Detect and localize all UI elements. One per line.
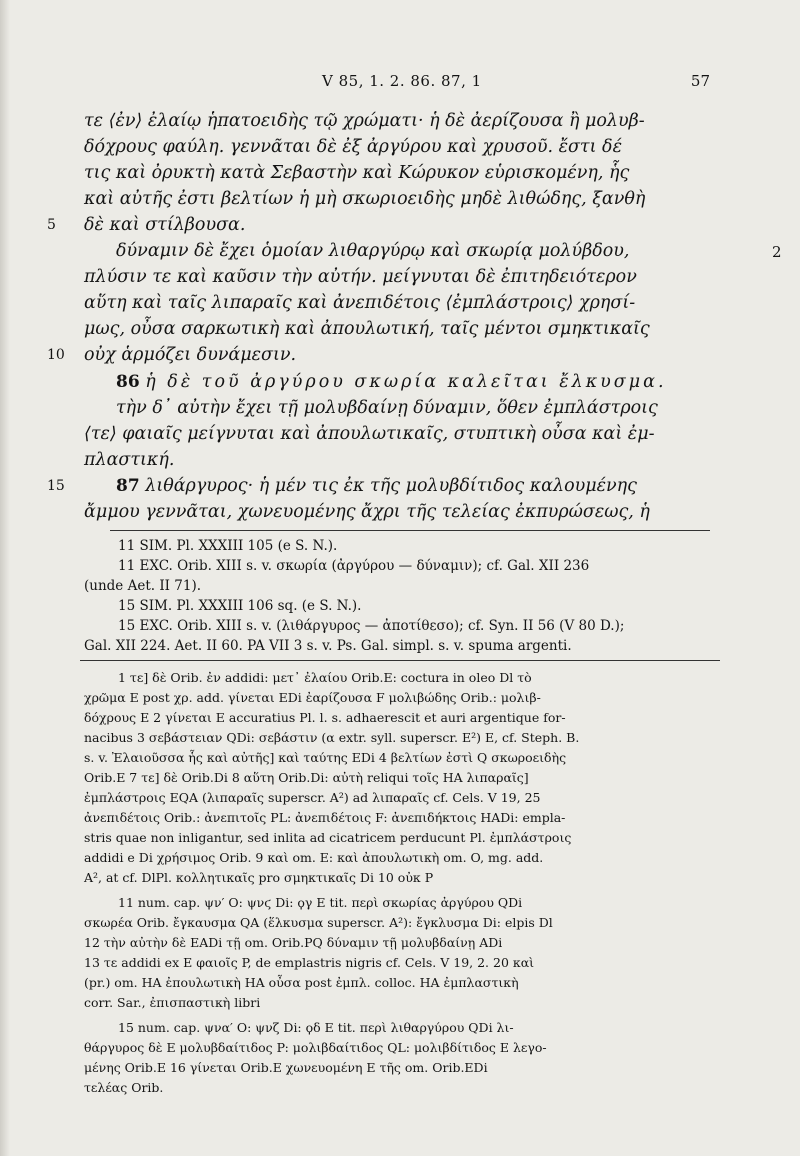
text-line: δύναμιν δὲ ἔχει ὁμοίαν λιθαργύρῳ καὶ σκωρίᾳ μολύβδου, [116,241,630,261]
apparatus-line: σκωρέα Orib. ἔγκαυσμα QA (ἕλκυσμα superscr. A²): ἔγκλυσμα Di: elpis Dl [84,915,553,930]
apparatus-line: ἐμπλάστροις EQA (λιπαραῖς superscr. A²) ad λιπαραῖς cf. Cels. V 19, 25 [84,790,541,805]
apparatus-line: 1 τε] δὲ Orib. ἐν addidi: μετ᾽ ἐλαίου Orib.E: coctura in oleo Dl τὸ [118,670,532,685]
apparatus-divider [80,660,720,661]
text-line: μως, οὖσα σαρκωτικὴ καὶ ἀπουλωτική, ταῖς μέντοι σμηκτικαῖς [84,319,650,339]
testimonia-line: 11 SIM. Pl. XXXIII 105 (e S. N.). [118,538,338,554]
apparatus-line: δόχρους E 2 γίνεται E accuratius Pl. l. s. adhaerescit et auri argentique for- [84,710,566,725]
text-line: αὕτη καὶ ταῖς λιπαραῖς καὶ ἀνεπιδέτοις ⟨ἐμπλάστροις⟩ χρησί- [84,293,636,313]
testimonia-divider [110,530,710,531]
section-number: 87 [116,476,140,496]
text-line: ἄμμου γεννᾶται, χωνευομένης ἄχρι τῆς τελείας ἐκπυρώσεως, ἡ [84,502,650,522]
text-line: πλύσιν τε καὶ καῦσιν τὴν αὐτήν. μείγνυται δὲ ἐπιτηδειότερον [84,267,637,287]
text-line: 86 ἡ δὲ τοῦ ἀργύρου σκωρία καλεῖται ἔλκυσμα. [116,372,667,392]
apparatus-line: nacibus 3 σεβάστειαν QDi: σεβάστιν (α extr. syll. superscr. E²) E, cf. Steph. B. [84,730,580,745]
text-line: 10 οὐχ ἁρμόζει δυνάμεσιν. [47,345,297,365]
text-line: ⟨τε⟩ φαιαῖς μείγνυται καὶ ἀπουλωτικαῖς, στυπτικὴ οὖσα καὶ ἐμ- [84,424,655,444]
apparatus-line: 13 τε addidi ex E φαιοῖς P, de emplastris nigris cf. Cels. V 19, 2. 20 καὶ [84,955,535,970]
apparatus-line: stris quae non inligantur, sed inlita ad cicatricem perducunt Pl. ἐμπλάστροις [84,830,572,845]
apparatus-line: 15 num. cap. ψνα′ O: ψνζ Di: ϙδ E tit. περὶ λιθαργύρου QDi λι- [118,1020,514,1035]
margin-number: 2 [772,243,782,261]
apparatus-line: ἀνεπιδέτοις Orib.: ἀνεπιτοῖς PL: ἀνεπιδέτοις F: ἀνεπιδήκτοις HADi: empla- [84,810,566,825]
apparatus-line: (pr.) om. HA ἐπουλωτικὴ HA οὖσα post ἐμπλ. colloc. HA ἐμπλαστικὴ [84,975,519,990]
line-number: 10 [47,347,65,363]
apparatus-line: θάργυρος δὲ E μολυβδαίτιδος P: μολιβδαίτιδος QL: μολιβδίτιδος E λεγο- [84,1040,547,1055]
page-number: 57 [690,72,710,90]
apparatus-line: χρῶμα E post χρ. add. γίνεται EDi ἐαρίζουσα F μολιβώδης Orib.: μολιβ- [84,690,541,705]
testimonia-line: Gal. XII 224. Aet. II 60. PA VII 3 s. v. Ps. Gal. simpl. s. v. spuma argenti. [84,638,572,654]
apparatus-line: μένης Orib.E 16 γίνεται Orib.E χωνευομένη E τῆς om. Orib.EDi [84,1060,488,1075]
text-line: τε ⟨ἐν⟩ ἐλαίῳ ἡπατοειδὴς τῷ χρώματι· ἡ δὲ ἀερίζουσα ἢ μολυβ- [84,111,645,131]
text-line: 5 δὲ καὶ στίλβουσα. [47,215,246,235]
text-line: 15 87 λιθάργυρος· ἡ μέν τις ἐκ τῆς μολυβδίτιδος καλουμένης [47,476,637,496]
apparatus-line: 12 τὴν αὐτὴν δὲ EADi τῇ om. Orib.PQ δύναμιν τῇ μολυβδαίνῃ ADi [84,935,503,950]
apparatus-line: addidi e Di χρήσιμος Orib. 9 καὶ om. E: καὶ ἀπουλωτικὴ om. O, mg. add. [84,850,544,865]
testimonia-line: (unde Aet. II 71). [84,578,202,594]
text-line: πλαστική. [84,450,175,470]
running-header-reference: V 85, 1. 2. 86. 87, 1 [322,72,482,90]
apparatus-line: 11 num. cap. ψν′ O: ψνϛ Di: ϙγ E tit. περὶ σκωρίας ἀργύρου QDi [118,895,523,910]
section-number: 86 [116,372,140,392]
line-number: 15 [47,478,65,494]
apparatus-line: τελέας Orib. [84,1080,164,1095]
text-line: καὶ αὐτῆς ἐστι βελτίων ἡ μὴ σκωριοειδὴς μηδὲ λιθώδης, ξανθὴ [84,189,646,209]
page-edge-shadow [0,0,10,1156]
testimonia-line: 15 EXC. Orib. XIII s. v. (λιθάργυρος — ἀποτίθεσο); cf. Syn. II 56 (V 80 D.); [118,618,625,634]
line-number: 5 [47,217,56,233]
testimonia-line: 15 SIM. Pl. XXXIII 106 sq. (e S. N.). [118,598,362,614]
apparatus-line: Orib.E 7 τε] δὲ Orib.Di 8 αὕτη Orib.Di: αὐτὴ reliqui τοῖς HA λιπαραῖς] [84,770,529,785]
apparatus-line: corr. Sar., ἐπισπαστικὴ libri [84,995,261,1010]
testimonia-line: 11 EXC. Orib. XIII s. v. σκωρία (ἀργύρου — δύναμιν); cf. Gal. XII 236 [118,558,590,574]
text-line: δόχρους φαύλη. γεννᾶται δὲ ἐξ ἀργύρου καὶ χρυσοῦ. ἔστι δέ [84,137,622,157]
apparatus-line: A², at cf. DlPl. κολλητικαῖς pro σμηκτικαῖς Di 10 οὐκ P [84,870,434,885]
apparatus-line: s. v. Ἐλαιοῦσσα ἧς καὶ αὐτῆς] καὶ ταύτης EDi 4 βελτίων ἐστὶ Q σκωροειδὴς [84,750,567,765]
text-line: τὴν δ᾽ αὐτὴν ἔχει τῇ μολυβδαίνῃ δύναμιν, ὅθεν ἐμπλάστροις [116,398,658,418]
text-line: τις καὶ ὀρυκτὴ κατὰ Σεβαστὴν καὶ Κώρυκον εὑρισκομένη, ἧς [84,163,630,183]
